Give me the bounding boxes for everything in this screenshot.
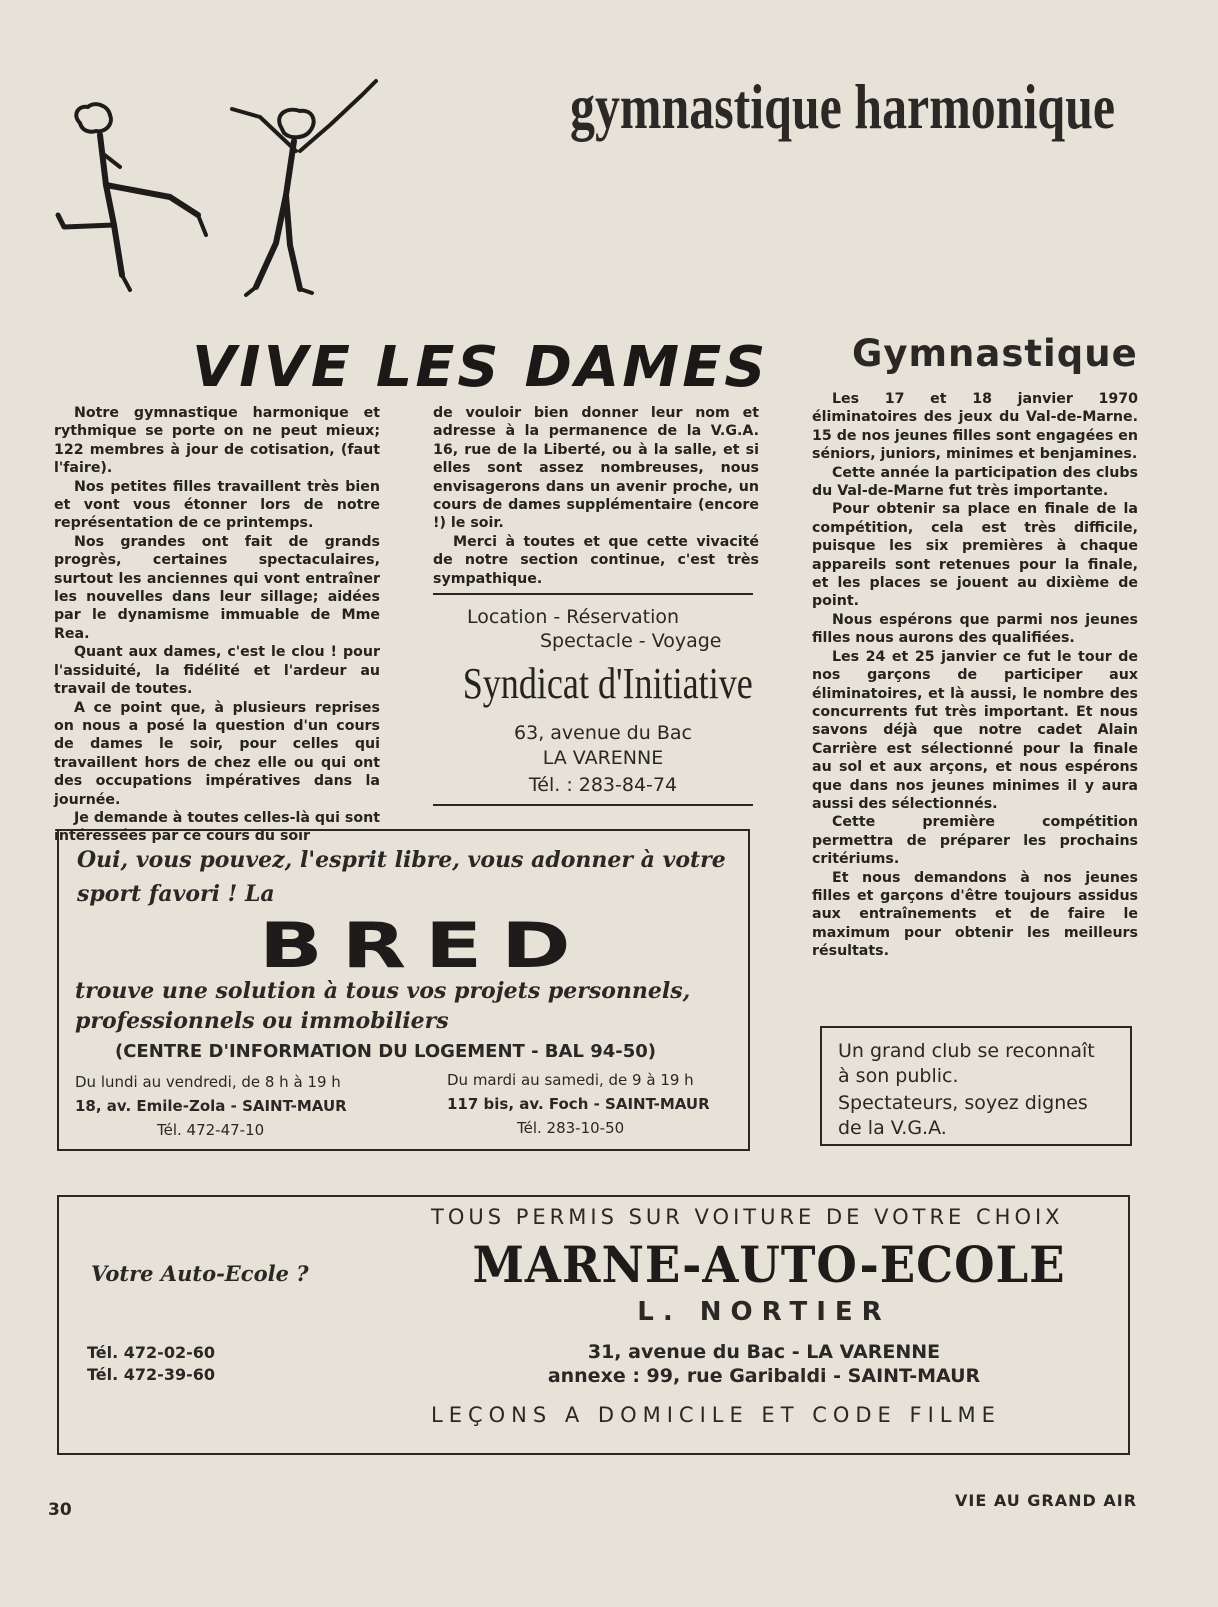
divider	[433, 593, 753, 595]
paragraph: Et nous demandons à nos jeunes filles et garçons d'être toujours assidus aux entraînements et de faire le maximum pour obtenir les meilleurs résultats.	[812, 869, 1138, 960]
divider	[433, 804, 753, 806]
marne-address-1: 31, avenue du Bac - LA VARENNE	[587, 1341, 941, 1363]
club-line-3: Spectateurs, soyez dignes	[838, 1092, 1088, 1114]
article1-column-1	[54, 404, 380, 846]
page-title: gymnastique harmonique	[570, 71, 1116, 142]
paragraph: de vouloir bien donner leur nom et adresse à la permanence de la V.G.A. 16, rue de la Liberté, ou à la salle, et si elles sont assez nombreuses, nous envisagerons dans un avenir proche, un cours de dames supplémentaire (encore !) le soir.	[433, 405, 759, 532]
marne-auto-ecole-ad	[57, 1195, 1130, 1455]
marne-bottom-line: LEÇONS A DOMICILE ET CODE FILME	[431, 1403, 1001, 1427]
paragraph: Nos grandes ont fait de grands progrès, certaines spectaculaires, surtout les anciennes qui vont entraîner les nouvelles dans leur sillage; aidées par le dynamisme immuable de Mme Rea.	[54, 533, 380, 642]
paragraph: Pour obtenir sa place en finale de la compétition, cela est très difficile, puisque les six premières à chaque appareils sont retenues pour la finale, et les places se jouent au dixième de point.	[812, 501, 1138, 610]
club-line-2: à son public.	[838, 1065, 959, 1087]
syndicat-line-1: Location - Réservation	[467, 606, 680, 628]
marne-top-line: TOUS PERMIS SUR VOITURE DE VOTRE CHOIX	[431, 1205, 1064, 1229]
bred-brand: BRED	[259, 909, 590, 982]
club-line-1: Un grand club se reconnaît	[838, 1040, 1095, 1062]
paragraph: Les 24 et 25 janvier ce fut le tour de nos garçons de participer aux éliminatoires, et là aussi, le nombre des concurrents fut très important. Et nous savons déjà que notre cadet Alain Carrière est sélectionné pour la finale au sol et aux arçons, et nous espérons que dans nos jeunes minimes il y aura aussi des sélectionnés.	[812, 648, 1138, 812]
paragraph: Nos petites filles travaillent très bien et vont vous étonner lors de notre représentation de ce printemps.	[54, 478, 380, 532]
marne-phone-2: Tél. 472-39-60	[87, 1365, 215, 1384]
article-heading-gymnastique: Gymnastique	[852, 332, 1138, 375]
bred-right-address: 117 bis, av. Foch - SAINT-MAUR	[447, 1095, 710, 1113]
bred-left-phone: Tél. 472-47-10	[157, 1121, 265, 1139]
syndicat-city: LA VARENNE	[542, 747, 664, 769]
syndicat-name-wrap	[433, 658, 763, 709]
paragraph: Cette année la participation des clubs du Val-de-Marne fut très importante.	[812, 464, 1138, 500]
marne-address-2: annexe : 99, rue Garibaldi - SAINT-MAUR	[547, 1365, 981, 1387]
marne-owner: L. NORTIER	[637, 1297, 891, 1327]
paragraph: A ce point que, à plusieurs reprises on nous a posé la question d'un cours de dames le soir, pour celles qui travaillent hors de chez elle ou qui ont des occupations impératives dans la journée.	[54, 699, 380, 808]
paragraph: Nous espérons que parmi nos jeunes filles nous aurons des qualifiées.	[812, 611, 1138, 647]
paragraph: Merci à toutes et que cette vivacité de notre section continue, c'est très sympathique.	[433, 533, 759, 587]
paragraph: Les 17 et 18 janvier 1970 éliminatoires des jeux du Val-de-Marne. 15 de nos jeunes filles sont engagées en séniors, juniors, minimes et benjamines.	[812, 391, 1138, 463]
bred-right-hours: Du mardi au samedi, de 9 à 19 h	[447, 1071, 694, 1089]
paragraph: Notre gymnastique harmonique et rythmique se porte on ne peut mieux; 122 membres à jour de cotisation, (faut l'faire).	[54, 405, 380, 477]
bred-center: (CENTRE D'INFORMATION DU LOGEMENT - BAL 94-50)	[115, 1041, 656, 1062]
dancers-illustration	[50, 75, 390, 315]
marne-name: MARNE-AUTO-ECOLE	[472, 1235, 1066, 1294]
bred-tagline: trouve une solution à tous vos projets personnels, professionnels ou immobiliers	[75, 978, 691, 1034]
article1-column-2	[433, 404, 759, 588]
paragraph: Cette première compétition permettra de préparer les prochains critériums.	[812, 814, 1138, 868]
magazine-name: VIE AU GRAND AIR	[955, 1491, 1138, 1510]
syndicat-address: 63, avenue du Bac	[514, 722, 692, 744]
club-line-4: de la V.G.A.	[838, 1117, 947, 1139]
bred-right-phone: Tél. 283-10-50	[517, 1119, 625, 1137]
bred-left-hours: Du lundi au vendredi, de 8 h à 19 h	[75, 1073, 341, 1091]
syndicat-line-2: Spectacle - Voyage	[540, 630, 722, 652]
marne-name-wrap	[399, 1235, 1139, 1294]
paragraph: Je demande à toutes celles-là qui sont intéressées par ce cours du soir	[54, 809, 380, 845]
article-heading-vive-les-dames: VIVE LES DAMES	[192, 335, 769, 400]
club-box	[820, 1026, 1132, 1146]
paragraph: Quant aux dames, c'est le clou ! pour l'assiduité, la fidélité et l'ardeur au travail de toutes.	[54, 644, 380, 698]
article2-column	[812, 390, 1138, 961]
bred-ad	[57, 829, 750, 1151]
marne-question: Votre Auto-Ecole ?	[91, 1261, 309, 1286]
bred-left-address: 18, av. Emile-Zola - SAINT-MAUR	[75, 1097, 347, 1115]
syndicat-name: Syndicat d'Initiative	[462, 659, 753, 708]
marne-phone-1: Tél. 472-02-60	[87, 1343, 215, 1362]
page-number: 30	[48, 1500, 72, 1520]
syndicat-phone: Tél. : 283-84-74	[528, 774, 678, 796]
bred-intro: Oui, vous pouvez, l'esprit libre, vous adonner à votre sport favori ! La	[77, 847, 726, 907]
